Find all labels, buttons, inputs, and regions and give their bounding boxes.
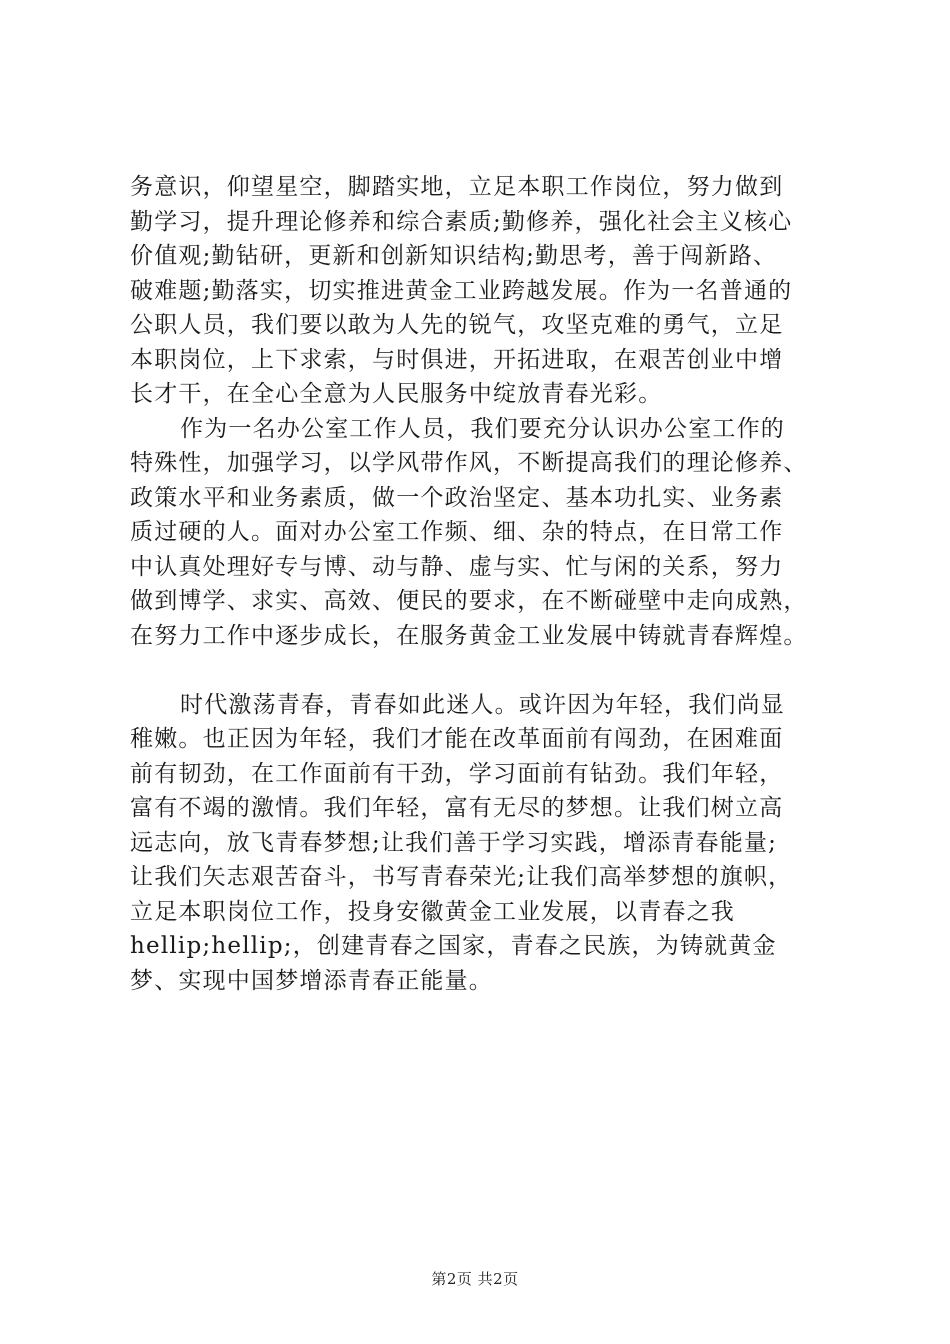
text-line: 稚嫩。也正因为年轻，我们才能在改革面前有闯劲，在困难面: [130, 726, 784, 752]
text-line: 时代激荡青春，青春如此迷人。或许因为年轻，我们尚显: [180, 691, 785, 718]
text-line: 在努力工作中逐步成长，在服务黄金工业发展中铸就青春辉煌。: [130, 622, 808, 649]
text-line: 立足本职岗位工作，投身安徽黄金工业发展，以青春之我: [130, 898, 735, 925]
paragraph-spacer: [130, 653, 845, 688]
text-line: 作为一名办公室工作人员，我们要充分认识办公室工作的: [180, 415, 785, 442]
text-line: 公职人员，我们要以敢为人先的锐气，攻坚克难的勇气，立足: [130, 312, 784, 338]
text-line: 做到博学、求实、高效、便民的要求，在不断碰壁中走向成熟，: [130, 588, 808, 614]
text-line: 前有韧劲，在工作面前有干劲，学习面前有钻劲。我们年轻，: [130, 760, 784, 787]
text-line: 本职岗位，上下求索，与时俱进，开拓进取，在艰苦创业中增: [130, 346, 784, 373]
paragraph-2: [130, 412, 845, 654]
page-number-footer: 第2页 共2页: [431, 1270, 519, 1288]
text-line: 勤学习，提升理论修养和综合素质;勤修养，强化社会主义核心: [130, 208, 793, 235]
text-line: 特殊性，加强学习，以学风带作风，不断提高我们的理论修养、: [130, 450, 808, 476]
text-line: 中认真处理好专与博、动与静、虚与实、忙与闲的关系，努力: [130, 553, 784, 580]
text-line: 远志向，放飞青春梦想;让我们善于学习实践，增添青春能量;: [130, 829, 778, 856]
text-line: 让我们矢志艰苦奋斗，书写青春荣光;让我们高举梦想的旗帜，: [130, 864, 793, 890]
text-line: 长才干，在全心全意为人民服务中绽放青春光彩。: [130, 381, 663, 407]
paragraph-3: [130, 688, 845, 999]
text-line: 政策水平和业务素质，做一个政治坚定、基本功扎实、业务素: [130, 484, 784, 511]
document-body: [130, 170, 845, 998]
text-line: 价值观;勤钻研，更新和创新知识结构;勤思考，善于闯新路、: [130, 243, 778, 269]
text-line: hellip;hellip;，创建青春之国家，青春之民族，为铸就黄金: [130, 933, 777, 959]
paragraph-1: [130, 170, 845, 412]
text-line: 梦、实现中国梦增添青春正能量。: [130, 967, 493, 994]
text-line: 务意识，仰望星空，脚踏实地，立足本职工作岗位，努力做到: [130, 174, 784, 200]
text-line: 破难题;勤落实，切实推进黄金工业跨越发展。作为一名普通的: [130, 277, 793, 304]
text-line: 富有不竭的激情。我们年轻，富有无尽的梦想。让我们树立高: [130, 795, 784, 821]
text-line: 质过硬的人。面对办公室工作频、细、杂的特点，在日常工作: [130, 519, 784, 545]
